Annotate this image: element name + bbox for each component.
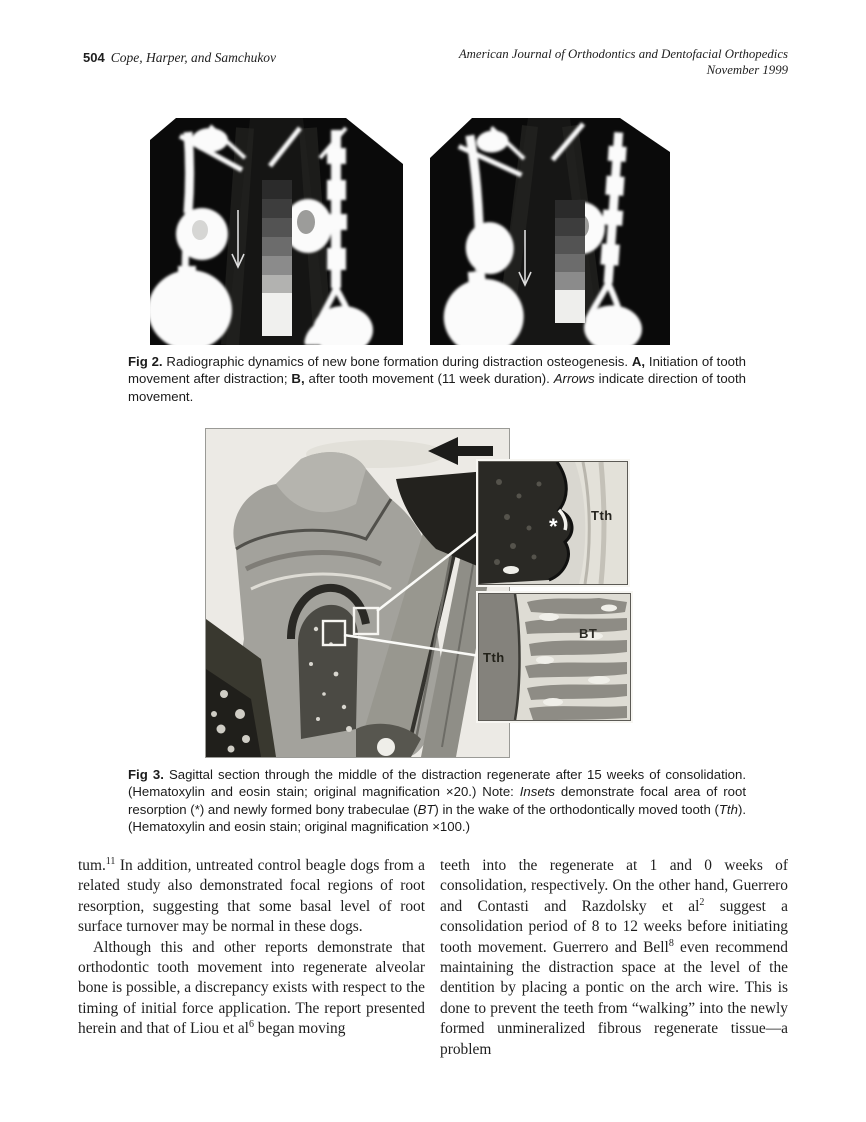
inset-top-art (479, 462, 627, 584)
resorption-tissue (479, 462, 572, 584)
reference-superscript: 2 (699, 896, 705, 908)
figure3-inset-trabeculae (478, 593, 631, 721)
figure3-main-section (205, 428, 510, 758)
body-column-right (440, 856, 788, 1060)
radiograph-a-art (150, 118, 403, 345)
body-column-left (78, 856, 425, 1040)
step-wedge (555, 200, 585, 323)
running-header-left (83, 50, 276, 66)
paragraph: tum.$^{11}$ In addition, untreated control beagle dogs from a related study also demonstrated focal regions of root resorption, suggesting that some basal level of root surface turnover may be normal in these dogs. (78, 855, 425, 936)
trabeculae-label: BT (579, 626, 598, 641)
figure2-caption-label: Fig 2. (128, 354, 163, 369)
pdl-space (298, 605, 358, 739)
figure3-caption: Fig 3. Sagittal section through the middle of the distraction regenerate after 15 weeks of consolidation. (Hematoxylin and eosin stain; original magnification ×20.) Note: Insets demonstrate focal area of root resorption (*) and newly formed bony trabeculae (BT) in the wake of the orthodontically moved tooth (Tth). (Hematoxylin and eosin stain; original magnification ×100.) (128, 767, 746, 835)
reference-superscript: 8 (668, 937, 674, 949)
appliance-left-detail (192, 220, 208, 240)
figure2-panel-a-radiograph (150, 118, 403, 345)
bright-spot (377, 738, 395, 756)
vessel (503, 566, 519, 574)
tooth-label: Tth (591, 508, 613, 523)
paragraph: teeth into the regenerate at 1 and 0 weeks of consolidation, respectively. On the other hand, Guerrero and Contasti and Razdolsky et $al^2$ suggest a consolidation period of 8 to 12 weeks before initiating tooth movement. Guerrero and Bell$^8$ even recommend maintaining the distraction space at the level of the dentition by placing a pontic on the arch wire. This is done to prevent the teeth from “walking” into the newly formed unmineralized fibrous regenerate tissue—a problem (440, 857, 788, 1058)
tooth-label: Tth (483, 650, 505, 665)
journal-name: American Journal of Orthodontics and Dentofacial Orthopedics (458, 47, 788, 61)
running-header-right (459, 46, 788, 78)
figure2-panel-b-radiograph (430, 118, 670, 345)
step-wedge (262, 180, 292, 336)
inset-bottom-art (479, 594, 630, 720)
figure3-histology (205, 428, 630, 758)
reference-superscript: 6 (248, 1019, 254, 1031)
running-authors: Cope, Harper, and Samchukov (110, 50, 277, 65)
paragraph: Although this and other reports demonstrate that orthodontic tooth movement into regenerate alveolar bone is possible, a discrepancy exists with respect to the timing of initial force application. The report presented herein and that of Liou et $al^6$ began moving (78, 938, 425, 1038)
asterisk-marker: * (549, 514, 558, 539)
issue-date: November 1999 (706, 63, 788, 77)
appliance-right-detail (297, 210, 315, 234)
radiograph-b-art (430, 118, 670, 345)
figure3-inset-resorption (478, 461, 628, 585)
dentin-band2 (601, 462, 604, 584)
figure3-caption-label: Fig 3. (128, 767, 164, 782)
reference-superscript: 11 (105, 855, 116, 867)
histology-art (206, 429, 509, 757)
page-number: 504 (83, 50, 105, 65)
figure2-caption: Fig 2. Radiographic dynamics of new bone formation during distraction osteogenesis. A, Initiation of tooth movement after distraction; B, after tooth movement (11 week duration). Arrows indicate direction of tooth movement. (128, 354, 747, 404)
